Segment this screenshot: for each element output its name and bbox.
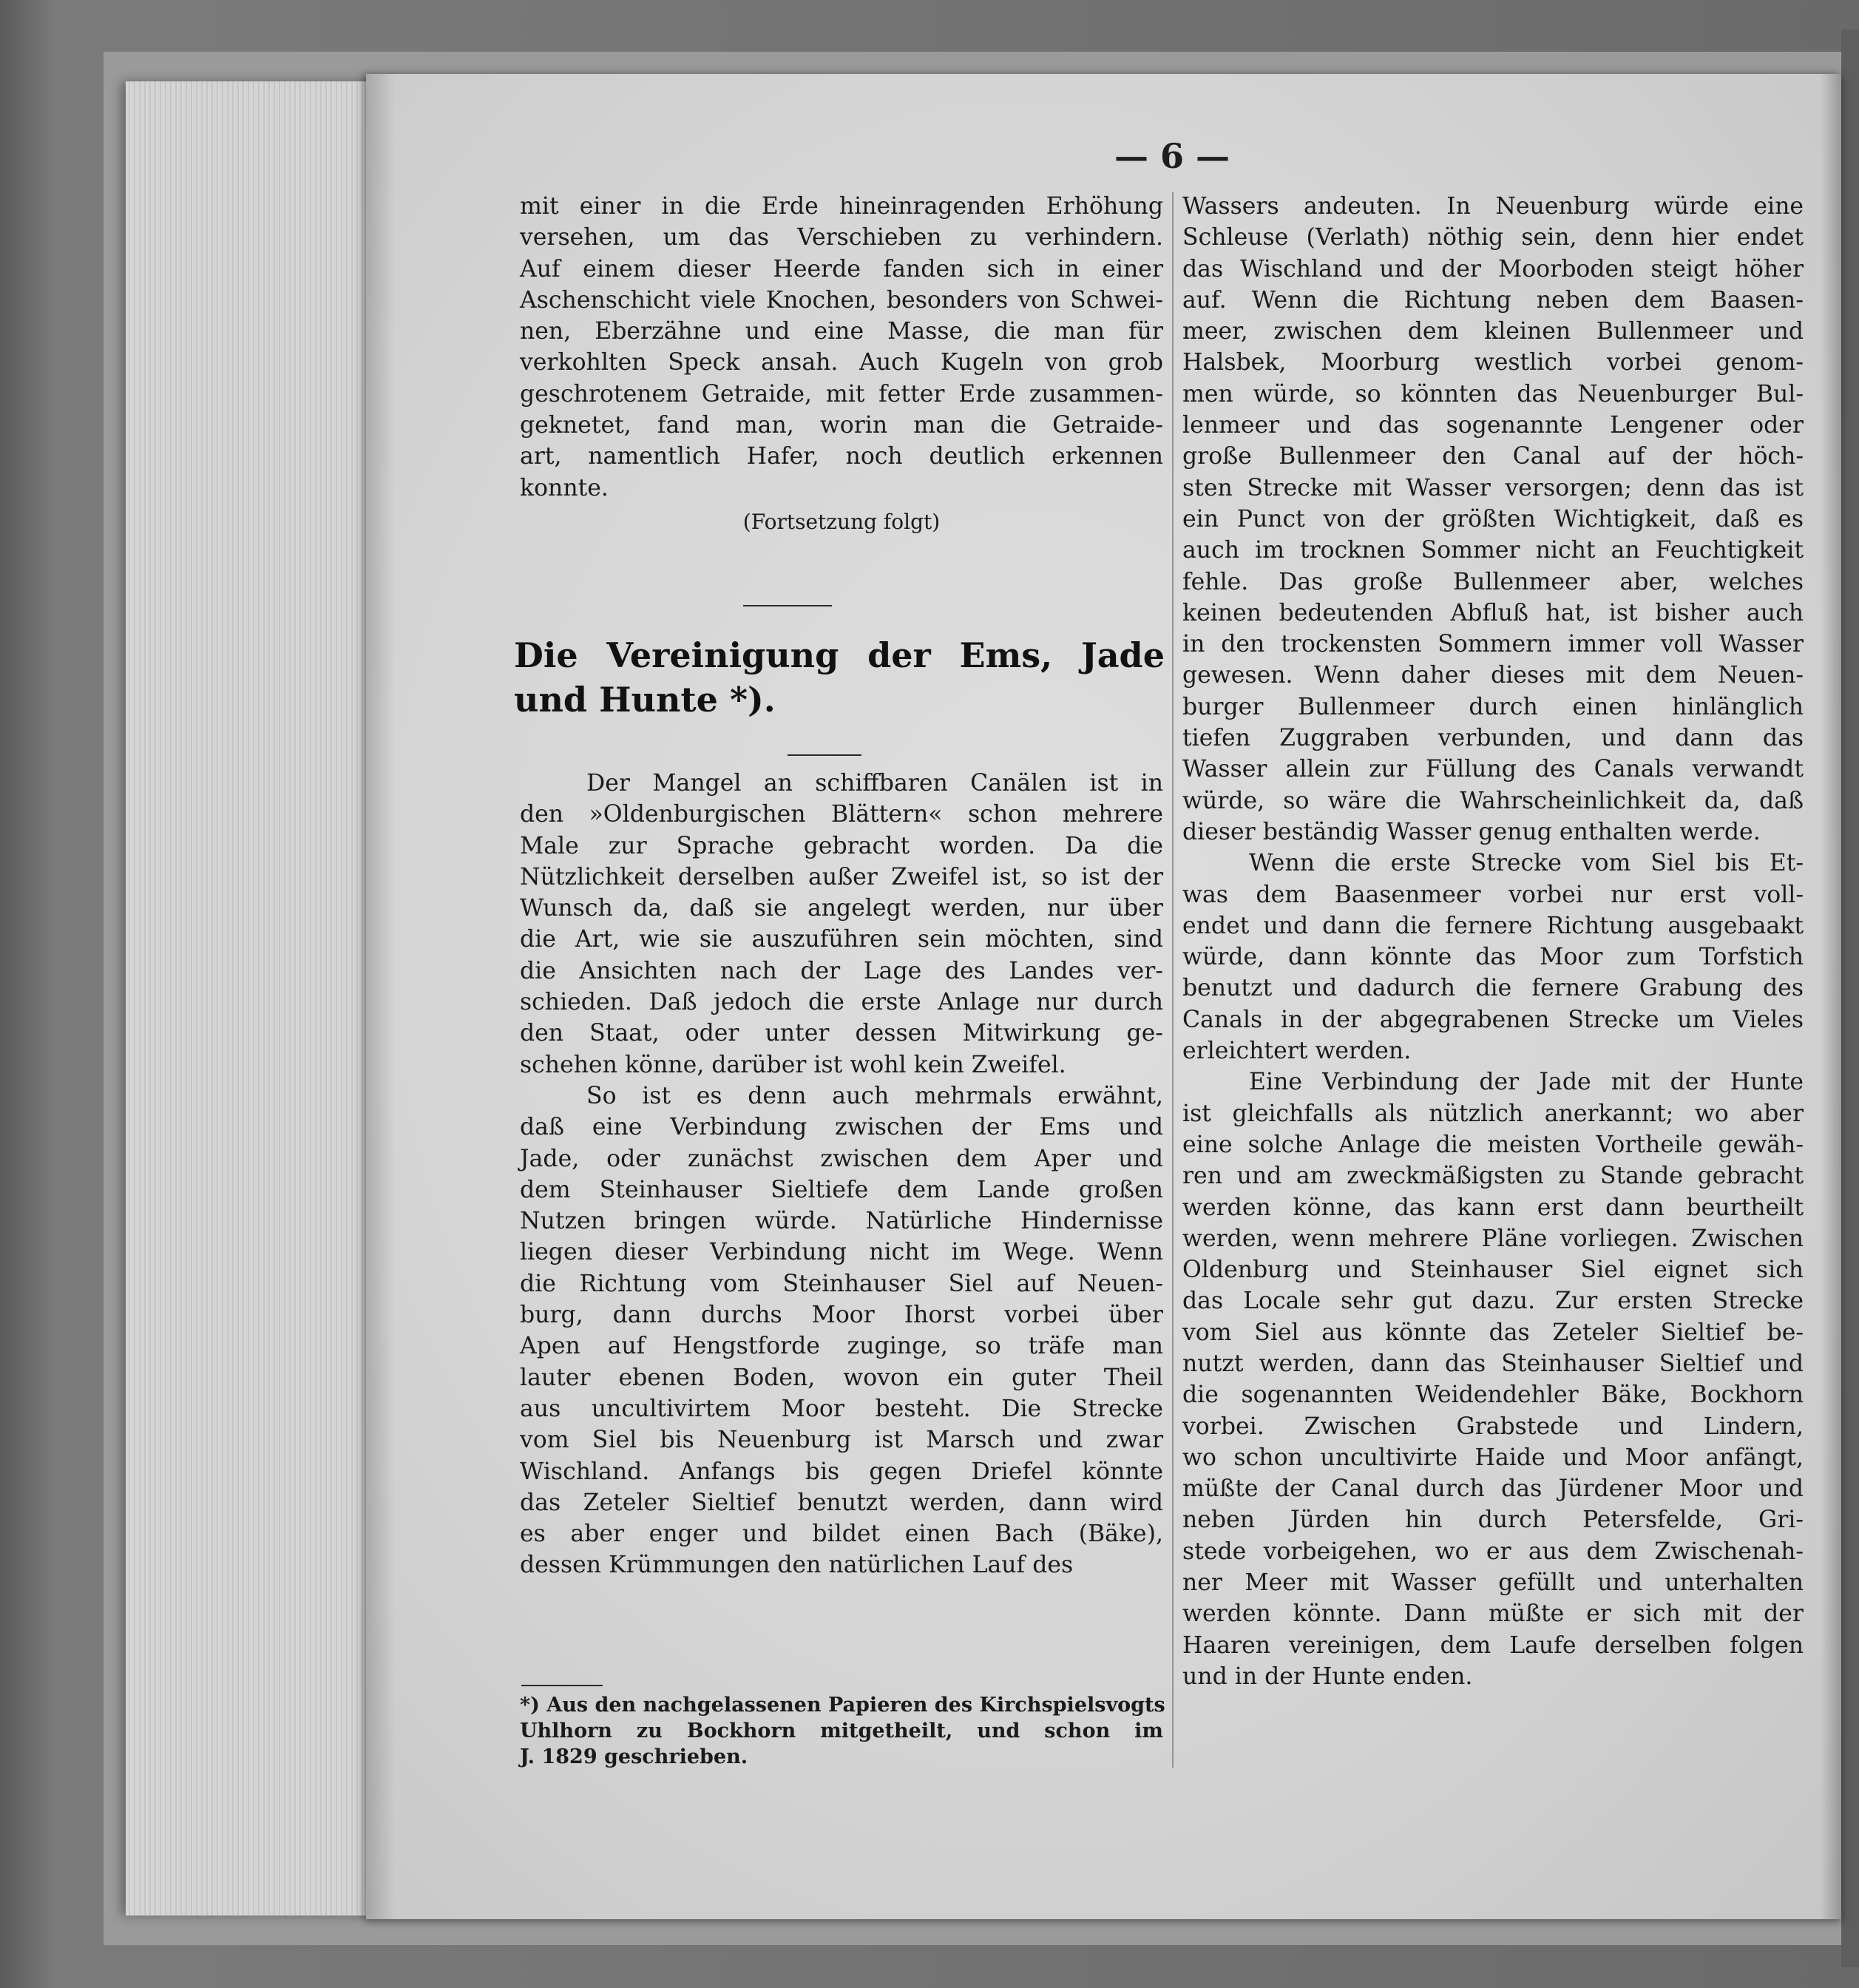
right-column-text <box>1182 191 1804 1692</box>
text-line: vom Siel bis Neuenburg ist Marsch und zwar <box>520 1427 1163 1454</box>
text-line: konnte. <box>520 474 609 501</box>
text-line: Nutzen bringen würde. Natürliche Hindernisse <box>520 1208 1163 1235</box>
text-line: und in der Hunte enden. <box>1182 1663 1473 1690</box>
text-line: art, namentlich Hafer, noch deutlich erkennen <box>520 443 1163 470</box>
article-left-text <box>520 768 1163 1581</box>
article-body-left <box>520 768 1163 1581</box>
text-line: dem Steinhauser Sieltiefe dem Lande großen <box>520 1176 1163 1203</box>
text-line: Schleuse (Verlath) nöthig sein, denn hier endet <box>1182 224 1804 251</box>
text-line: Eine Verbindung der Jade mit der Hunte <box>1249 1069 1804 1096</box>
text-line: würde, dann könnte das Moor zum Torfstich <box>1182 944 1804 971</box>
text-line: in den trockensten Sommern immer voll Wasser <box>1182 631 1804 658</box>
text-line: auf. Wenn die Richtung neben dem Baasen- <box>1182 286 1804 314</box>
text-line: lenmeer und das sogenannte Lengener oder <box>1182 412 1804 439</box>
text-line: Aschenschicht viele Knochen, besonders von Schwei- <box>520 286 1163 314</box>
text-line: keinen bedeutenden Abfluß hat, ist bisher auch <box>1182 599 1804 626</box>
text-line: endet und dann die fernere Richtung ausgebaakt <box>1182 912 1804 939</box>
text-line: vom Siel aus könnte das Zeteler Sieltief be- <box>1182 1319 1804 1346</box>
footnote-text <box>520 1692 1163 1770</box>
text-line: eine solche Anlage die meisten Vortheile gewäh- <box>1182 1131 1804 1158</box>
text-line: vorbei. Zwischen Grabstede und Lindern, <box>1182 1413 1804 1440</box>
text-line: das Zeteler Sieltief benutzt werden, dann wird <box>520 1489 1163 1516</box>
text-line: werden könnte. Dann müßte er sich mit der <box>1182 1600 1804 1628</box>
text-line: So ist es denn auch mehrmals erwähnt, <box>586 1082 1163 1109</box>
footnote-line: *) Aus den nachgelassenen Papieren des Kirchspielsvogts <box>520 1694 1165 1717</box>
book-page <box>366 74 1841 1919</box>
binding-edge <box>1841 30 1859 1967</box>
article-title-line-2: und Hunte *). <box>514 680 776 720</box>
text-line: burg, dann durchs Moor Ihorst vorbei über <box>520 1302 1163 1329</box>
text-line: sten Strecke mit Wasser versorgen; denn das ist <box>1182 474 1804 501</box>
text-line: Wasser allein zur Füllung des Canals verwandt <box>1182 756 1804 783</box>
text-line: neben Jürden hin durch Petersfelde, Gri- <box>1182 1507 1804 1534</box>
text-line: ren und am zweckmäßigsten zu Stande gebracht <box>1182 1163 1804 1190</box>
article-title <box>514 633 1165 722</box>
text-line: nen, Eberzähne und eine Masse, die man für <box>520 318 1163 345</box>
text-line: benutzt und dadurch die fernere Grabung des <box>1182 975 1804 1002</box>
text-line: dessen Krümmungen den natürlichen Lauf des <box>520 1552 1074 1579</box>
footnote-line: J. 1829 geschrieben. <box>520 1745 748 1768</box>
text-line: Wenn die erste Strecke vom Siel bis Et- <box>1249 850 1804 877</box>
text-line: Halsbek, Moorburg westlich vorbei genom- <box>1182 349 1804 376</box>
text-line: schieden. Daß jedoch die erste Anlage nur durch <box>520 989 1163 1016</box>
text-line: werden könne, das kann erst dann beurtheilt <box>1182 1194 1804 1221</box>
text-line: ist gleichfalls als nützlich anerkannt; wo aber <box>1182 1100 1804 1127</box>
left-column <box>520 191 1163 538</box>
text-line: den Staat, oder unter dessen Mitwirkung ge- <box>520 1020 1163 1047</box>
text-line: die sogenannten Weidendehler Bäke, Bockhorn <box>1182 1382 1804 1409</box>
text-line: es aber enger und bildet einen Bach (Bäke), <box>520 1521 1163 1548</box>
text-line: auch im trocknen Sommer nicht an Feuchtigkeit <box>1182 537 1804 564</box>
text-line: liegen dieser Verbindung nicht im Wege. Wenn <box>520 1239 1163 1266</box>
continuation-note: (Fortsetzung folgt) <box>742 509 941 534</box>
text-line: aus uncultivirtem Moor besteht. Die Strecke <box>520 1395 1163 1422</box>
text-line: erleichtert werden. <box>1182 1038 1412 1065</box>
text-line: was dem Baasenmeer vorbei nur erst voll- <box>1182 881 1804 908</box>
section-divider <box>743 605 832 606</box>
text-line: schehen könne, darüber ist wohl kein Zweifel. <box>520 1051 1066 1078</box>
text-line: den »Oldenburgischen Blättern« schon mehrere <box>520 801 1163 828</box>
text-line: die Ansichten nach der Lage des Landes ver- <box>520 957 1163 984</box>
text-line: burger Bullenmeer durch einen hinlänglich <box>1182 693 1804 720</box>
footnote <box>520 1692 1163 1770</box>
text-line: große Bullenmeer den Canal auf der höch- <box>1182 443 1804 470</box>
text-line: Nützlichkeit derselben außer Zweifel ist, so ist der <box>520 863 1163 890</box>
text-line: Haaren vereinigen, dem Laufe derselben folgen <box>1182 1632 1804 1659</box>
title-divider <box>788 754 861 756</box>
text-line: dieser beständig Wasser genug enthalten werde. <box>1182 818 1761 845</box>
text-line: men würde, so könnten das Neuenburger Bul- <box>1182 380 1804 408</box>
text-line: tiefen Zuggraben verbunden, und dann das <box>1182 725 1804 752</box>
text-line: geschrotenem Getraide, mit fetter Erde zusammen- <box>520 380 1163 408</box>
text-line: ner Meer mit Wasser gefüllt und unterhalten <box>1182 1569 1804 1597</box>
text-line: versehen, um das Verschieben zu verhindern. <box>520 224 1163 251</box>
page-number: — 6 — <box>1114 136 1230 176</box>
text-line: würde, so wäre die Wahrscheinlichkeit da, daß <box>1182 787 1804 814</box>
text-line: gewesen. Wenn daher dieses mit dem Neuen- <box>1182 662 1804 689</box>
text-line: mit einer in die Erde hineinragenden Erhöhung <box>520 193 1163 220</box>
text-line: Der Mangel an schiffbaren Canälen ist in <box>586 770 1163 797</box>
page-edges <box>126 81 377 1916</box>
text-line: wo schon uncultivirte Haide und Moor anfängt, <box>1182 1444 1804 1471</box>
footnote-line: Uhlhorn zu Bockhorn mitgetheilt, und schon im <box>520 1720 1163 1742</box>
text-line: ein Punct von der größten Wichtigkeit, daß es <box>1182 505 1804 532</box>
text-line: geknetet, fand man, worin man die Getraide- <box>520 412 1163 439</box>
article-title-line-1: Die Vereinigung der Ems, Jade <box>514 635 1165 675</box>
left-column-continued-text <box>520 191 1163 504</box>
text-line: müßte der Canal durch das Jürdener Moor und <box>1182 1475 1804 1503</box>
text-line: lauter ebenen Boden, wovon ein guter Theil <box>520 1364 1163 1391</box>
text-line: verkohlten Speck ansah. Auch Kugeln von grob <box>520 349 1163 376</box>
text-line: Apen auf Hengstforde zuginge, so träfe man <box>520 1333 1163 1360</box>
text-line: Oldenburg und Steinhauser Siel eignet sich <box>1182 1257 1804 1284</box>
column-divider <box>1172 192 1174 1768</box>
text-line: fehle. Das große Bullenmeer aber, welches <box>1182 568 1804 595</box>
text-line: Wunsch da, daß sie angelegt werden, nur über <box>520 895 1163 922</box>
footnote-divider <box>521 1685 603 1686</box>
text-line: das Wischland und der Moorboden steigt höher <box>1182 255 1804 283</box>
text-line: Wassers andeuten. In Neuenburg würde eine <box>1182 193 1804 220</box>
text-line: Auf einem dieser Heerde fanden sich in einer <box>520 255 1163 283</box>
text-line: Canals in der abgegrabenen Strecke um Vieles <box>1182 1006 1804 1033</box>
text-line: Jade, oder zunächst zwischen dem Aper und <box>520 1145 1163 1172</box>
text-line: daß eine Verbindung zwischen der Ems und <box>520 1114 1163 1141</box>
text-line: werden, wenn mehrere Pläne vorliegen. Zwischen <box>1182 1225 1804 1252</box>
text-line: die Richtung vom Steinhauser Siel auf Neuen- <box>520 1270 1163 1297</box>
text-line: die Art, wie sie auszuführen sein möchten, sind <box>520 926 1163 953</box>
text-line: meer, zwischen dem kleinen Bullenmeer und <box>1182 318 1804 345</box>
right-column <box>1182 191 1804 1692</box>
text-line: nutzt werden, dann das Steinhauser Sieltief und <box>1182 1350 1804 1377</box>
page-curl-shadow <box>1821 74 1841 1919</box>
text-line: das Locale sehr gut dazu. Zur ersten Strecke <box>1182 1288 1804 1315</box>
text-line: Male zur Sprache gebracht worden. Da die <box>520 832 1163 859</box>
text-line: Wischland. Anfangs bis gegen Driefel könnte <box>520 1458 1163 1485</box>
text-line: stede vorbeigehen, wo er aus dem Zwischenah- <box>1182 1538 1804 1565</box>
